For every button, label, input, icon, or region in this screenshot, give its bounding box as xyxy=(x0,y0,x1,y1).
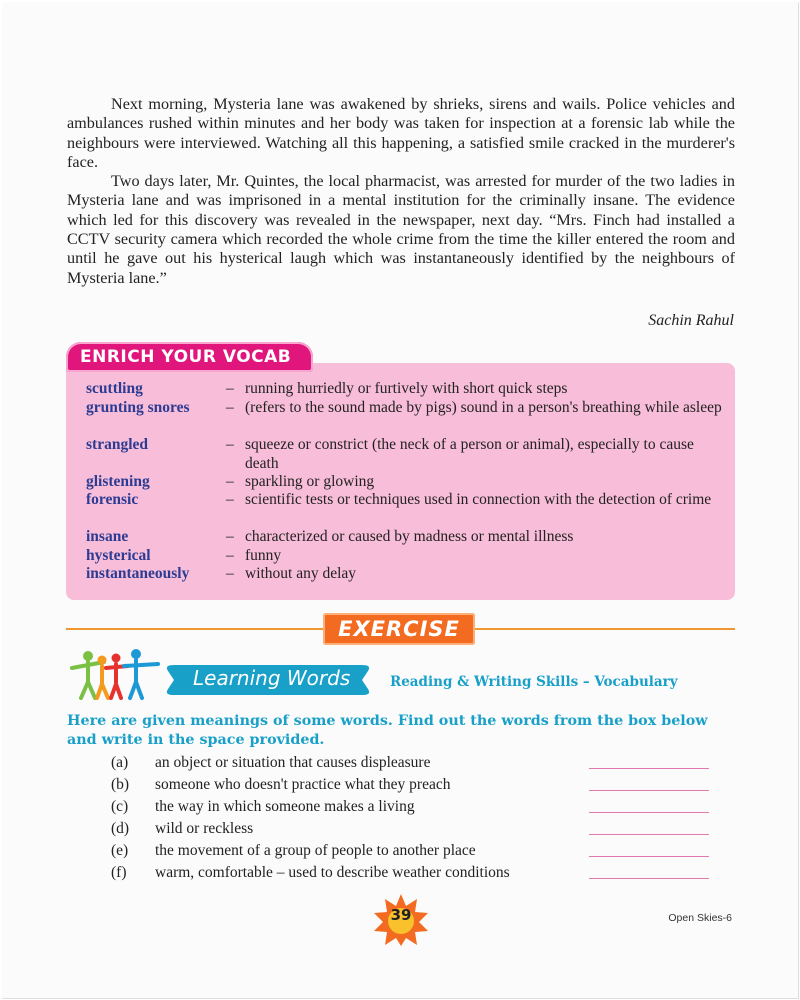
vocab-dash: – xyxy=(226,565,234,582)
vocab-definition: funny xyxy=(245,547,282,564)
page-number: 39 xyxy=(390,906,412,924)
vocab-dash: – xyxy=(226,436,234,453)
vocab-definition: characterized or caused by madness or mental illness xyxy=(245,528,574,545)
vocab-word: insane xyxy=(86,528,129,545)
vocab-definition: scientific tests or techniques used in connection with the detection of crime xyxy=(245,491,712,508)
author-name: Sachin Rahul xyxy=(648,312,734,329)
vocab-definition: sparkling or glowing xyxy=(245,473,375,490)
question-letter: (d) xyxy=(111,820,130,837)
vocab-dash: – xyxy=(226,491,234,508)
question-letter: (a) xyxy=(111,754,129,771)
vocab-dash: – xyxy=(226,473,234,490)
question-text: the way in which someone makes a living xyxy=(155,798,415,815)
vocab-dash: – xyxy=(226,380,234,397)
vocab-word: forensic xyxy=(86,491,139,508)
answer-blank[interactable] xyxy=(589,790,709,791)
vocab-title: ENRICH YOUR VOCAB xyxy=(66,342,313,372)
question-text: wild or reckless xyxy=(155,820,254,837)
question-letter: (e) xyxy=(111,842,129,859)
section-subtitle: Reading & Writing Skills – Vocabulary xyxy=(390,674,678,690)
question-text: warm, comfortable – used to describe weather conditions xyxy=(155,864,510,881)
story-paragraph-1: Next morning, Mysteria lane was awakened by shrieks, sirens and wails. Police vehicles and ambulances rushed within minutes and her body was taken for inspection at a forensic lab while the neighbours were interviewed. Watching all this happening, a satisfied smile cracked in the murderer's face. xyxy=(67,95,735,171)
story-paragraph-2: Two days later, Mr. Quintes, the local pharmacist, was arrested for murder of the two ladies in Mysteria lane and was imprisoned in a mental institution for the criminally insane. The evidence which led for this discovery was revealed in the newspaper, next day. “Mrs. Finch had installed a CCTV security camera which recorded the whole crime from the time the killer entered the room and until he gave out his hysterical laugh which was instantaneously identified by the neighbours of Mysteria lane.” xyxy=(67,172,735,287)
question-text: someone who doesn't practice what they preach xyxy=(155,776,451,793)
answer-blank[interactable] xyxy=(589,856,709,857)
vocab-word: hysterical xyxy=(86,547,151,564)
vocab-definition: (refers to the sound made by pigs) sound in a person's breathing while asleep xyxy=(245,399,722,416)
answer-blank[interactable] xyxy=(589,878,709,879)
exercise-badge: EXERCISE xyxy=(323,613,475,645)
question-letter: (f) xyxy=(111,864,127,881)
answer-blank[interactable] xyxy=(589,834,709,835)
question-letter: (c) xyxy=(111,798,129,815)
vocab-dash: – xyxy=(226,399,234,416)
vocab-definition: without any delay xyxy=(245,565,357,582)
vocab-dash: – xyxy=(226,528,234,545)
vocab-word: grunting snores xyxy=(86,399,190,416)
book-title: Open Skies-6 xyxy=(668,912,732,924)
vocab-word: strangled xyxy=(86,436,148,453)
story-text xyxy=(67,95,735,288)
vocab-word: glistening xyxy=(86,473,150,490)
question-text: an object or situation that causes displeasure xyxy=(155,754,431,771)
vocab-word: scuttling xyxy=(86,380,143,397)
answer-blank[interactable] xyxy=(589,768,709,769)
vocab-dash: – xyxy=(226,547,234,564)
question-letter: (b) xyxy=(111,776,130,793)
vocab-definition: running hurriedly or furtively with short quick steps xyxy=(245,380,568,397)
children-figures-icon xyxy=(66,648,162,700)
vocab-word: instantaneously xyxy=(86,565,190,582)
exercise-instructions: Here are given meanings of some words. Find out the words from the box below and write in the space provided. xyxy=(67,713,708,748)
answer-blank[interactable] xyxy=(589,812,709,813)
question-text: the movement of a group of people to another place xyxy=(155,842,476,859)
section-title: Learning Words xyxy=(193,666,351,690)
vocab-definition: squeeze or constrict (the neck of a person or animal), especially to cause death xyxy=(245,436,694,472)
